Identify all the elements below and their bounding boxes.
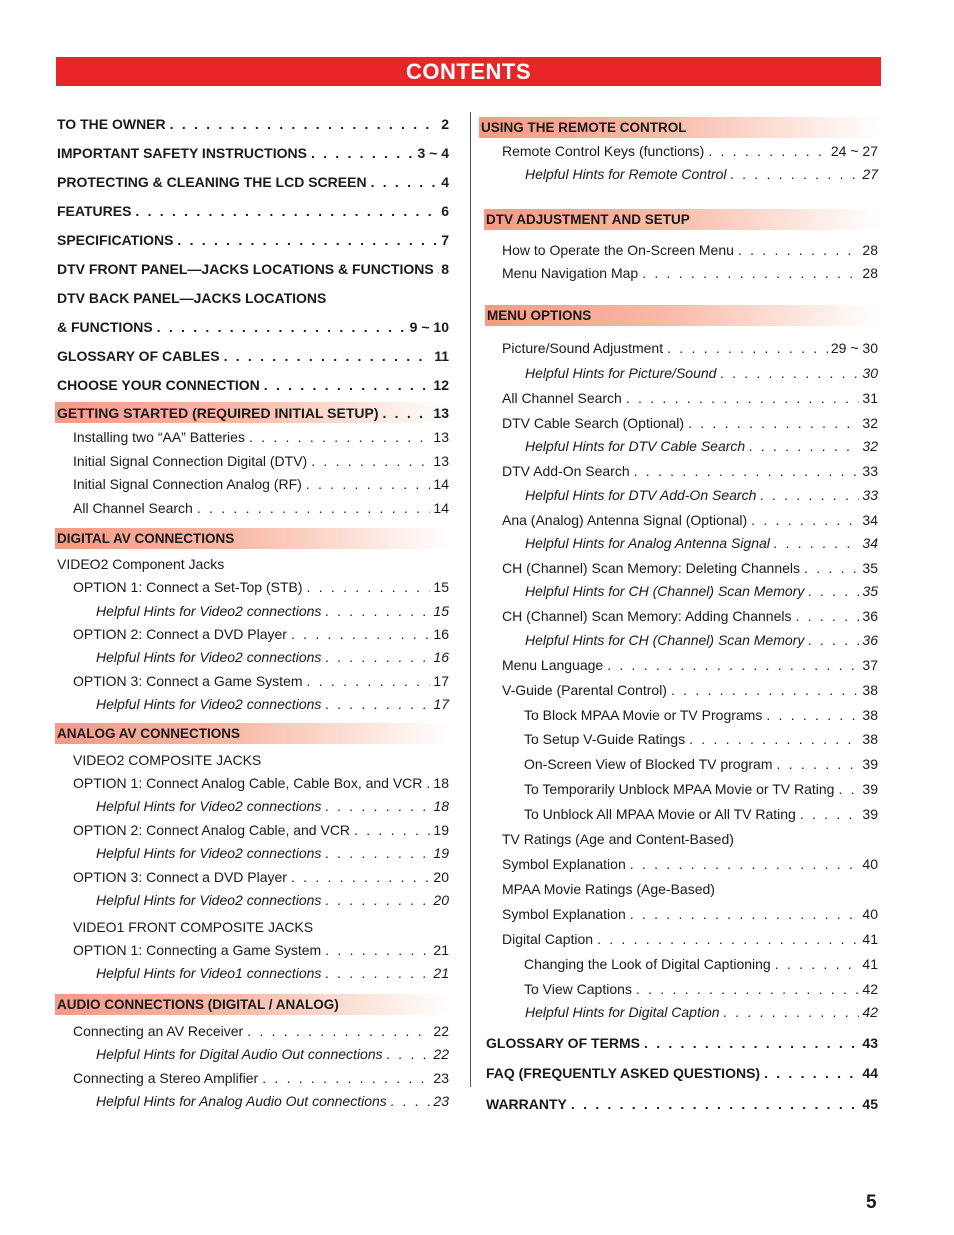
toc-entry[interactable]: Helpful Hints for Video1 connections . . . 21: [96, 965, 449, 981]
toc-entry[interactable]: Helpful Hints for Video2 connections . . . 17: [96, 696, 449, 712]
toc-entry[interactable]: All Channel Search . . . 31: [502, 390, 878, 406]
toc-entry[interactable]: Helpful Hints for Video2 connections . . . 16: [96, 649, 449, 665]
toc-entry[interactable]: IMPORTANT SAFETY INSTRUCTIONS . . . 3 ~ 4: [57, 145, 449, 161]
section-header-dtv-setup: DTV ADJUSTMENT AND SETUP: [484, 209, 879, 230]
column-divider: [470, 112, 471, 1087]
toc-entry[interactable]: Symbol Explanation . . . 40: [502, 906, 878, 922]
toc-entry[interactable]: Helpful Hints for Remote Control . . . 27: [525, 166, 878, 182]
toc-entry[interactable]: CHOOSE YOUR CONNECTION . . . 12: [57, 377, 449, 393]
toc-entry[interactable]: Initial Signal Connection Digital (DTV) . . . 13: [73, 453, 449, 469]
section-header-analog-av: ANALOG AV CONNECTIONS: [55, 723, 450, 744]
toc-entry[interactable]: Helpful Hints for Digital Caption . . . 42: [525, 1004, 878, 1020]
toc-entry[interactable]: Remote Control Keys (functions) . . . 24 ~ 27: [502, 143, 878, 159]
section-header-digital-av: DIGITAL AV CONNECTIONS: [55, 528, 450, 549]
toc-entry[interactable]: DTV Cable Search (Optional) . . . 32: [502, 415, 878, 431]
toc-entry[interactable]: OPTION 1: Connecting a Game System . . . 21: [73, 942, 449, 958]
toc-entry[interactable]: Helpful Hints for Picture/Sound . . . 30: [525, 365, 878, 381]
toc-entry[interactable]: OPTION 1: Connect a Set-Top (STB) . . . 15: [73, 579, 449, 595]
toc-entry[interactable]: WARRANTY . . . 45: [486, 1096, 878, 1112]
toc-entry[interactable]: Helpful Hints for Analog Audio Out connections . . . 23: [96, 1093, 449, 1109]
toc-entry[interactable]: Connecting an AV Receiver . . . 22: [73, 1023, 449, 1039]
toc-entry[interactable]: FAQ (FREQUENTLY ASKED QUESTIONS) . . . 44: [486, 1065, 878, 1081]
toc-entry[interactable]: SPECIFICATIONS . . . 7: [57, 232, 449, 248]
toc-entry[interactable]: Helpful Hints for DTV Cable Search . . . 32: [525, 438, 878, 454]
toc-entry[interactable]: To Block MPAA Movie or TV Programs . . . 38: [524, 707, 878, 723]
toc-entry[interactable]: To View Captions . . . 42: [524, 981, 878, 997]
toc-entry[interactable]: To Setup V-Guide Ratings . . . 38: [524, 731, 878, 747]
toc-entry[interactable]: Helpful Hints for Video2 connections . . . 18: [96, 798, 449, 814]
toc-entry[interactable]: GLOSSARY OF CABLES . . . 11: [57, 348, 449, 364]
toc-entry[interactable]: To Unblock All MPAA Movie or All TV Rating . . . 39: [524, 806, 878, 822]
toc-entry[interactable]: Picture/Sound Adjustment . . . 29 ~ 30: [502, 340, 878, 356]
section-header-audio: AUDIO CONNECTIONS (DIGITAL / ANALOG): [55, 994, 450, 1015]
subheading: MPAA Movie Ratings (Age-Based): [502, 881, 715, 897]
section-header-menu-options: MENU OPTIONS: [485, 305, 879, 326]
subheading: VIDEO1 FRONT COMPOSITE JACKS: [73, 919, 314, 935]
toc-entry[interactable]: DTV FRONT PANEL—JACKS LOCATIONS & FUNCTIONS . . . 8: [57, 261, 449, 277]
toc-entry[interactable]: Helpful Hints for Digital Audio Out connections . . . 22: [96, 1046, 449, 1062]
toc-entry[interactable]: Symbol Explanation . . . 40: [502, 856, 878, 872]
toc-entry[interactable]: OPTION 2: Connect Analog Cable, and VCR . . . 19: [73, 822, 449, 838]
subheading: TV Ratings (Age and Content-Based): [502, 831, 734, 847]
toc-entry[interactable]: GLOSSARY OF TERMS . . . 43: [486, 1035, 878, 1051]
toc-entry[interactable]: Helpful Hints for Analog Antenna Signal . . . 34: [525, 535, 878, 551]
toc-entry[interactable]: CH (Channel) Scan Memory: Deleting Channels . . . 35: [502, 560, 878, 576]
toc-entry[interactable]: Initial Signal Connection Analog (RF) . . . 14: [73, 476, 449, 492]
toc-entry[interactable]: Helpful Hints for Video2 connections . . . 15: [96, 603, 449, 619]
toc-entry[interactable]: PROTECTING & CLEANING THE LCD SCREEN . . . 4: [57, 174, 449, 190]
toc-entry[interactable]: V-Guide (Parental Control) . . . 38: [502, 682, 878, 698]
toc-entry[interactable]: Helpful Hints for DTV Add-On Search . . . 33: [525, 487, 878, 503]
toc-entry[interactable]: Menu Navigation Map . . . 28: [502, 265, 878, 281]
toc-entry[interactable]: CH (Channel) Scan Memory: Adding Channels . . . 36: [502, 608, 878, 624]
toc-entry[interactable]: OPTION 2: Connect a DVD Player . . . 16: [73, 626, 449, 642]
toc-entry[interactable]: Helpful Hints for CH (Channel) Scan Memory . . . 35: [525, 583, 878, 599]
toc-entry[interactable]: All Channel Search . . . 14: [73, 500, 449, 516]
toc-entry[interactable]: To Temporarily Unblock MPAA Movie or TV Rating . . . 39: [524, 781, 878, 797]
page-title: CONTENTS: [406, 58, 531, 84]
toc-entry[interactable]: OPTION 1: Connect Analog Cable, Cable Box, and VCR . . . 18: [73, 775, 449, 791]
toc-entry[interactable]: Ana (Analog) Antenna Signal (Optional) . . . 34: [502, 512, 878, 528]
toc-entry[interactable]: & FUNCTIONS . . . 9 ~ 10: [57, 319, 449, 335]
toc-entry[interactable]: Menu Language . . . 37: [502, 657, 878, 673]
toc-entry[interactable]: OPTION 3: Connect a Game System . . . 17: [73, 673, 449, 689]
toc-entry[interactable]: Installing two “AA” Batteries . . . 13: [73, 429, 449, 445]
toc-entry[interactable]: Connecting a Stereo Amplifier . . . 23: [73, 1070, 449, 1086]
page-number: 5: [866, 1192, 877, 1213]
toc-entry[interactable]: Helpful Hints for Video2 connections . . . 20: [96, 892, 449, 908]
toc-entry[interactable]: Helpful Hints for CH (Channel) Scan Memory . . . 36: [525, 632, 878, 648]
toc-entry[interactable]: Digital Caption . . . 41: [502, 931, 878, 947]
toc-entry[interactable]: DTV BACK PANEL—JACKS LOCATIONS: [57, 290, 327, 306]
subheading: VIDEO2 COMPOSITE JACKS: [73, 752, 262, 768]
section-header-remote: USING THE REMOTE CONTROL: [479, 117, 879, 138]
toc-entry[interactable]: DTV Add-On Search . . . 33: [502, 463, 878, 479]
toc-entry[interactable]: GETTING STARTED (REQUIRED INITIAL SETUP) . . . 13: [57, 405, 449, 421]
toc-entry[interactable]: Changing the Look of Digital Captioning . . . 41: [524, 956, 878, 972]
toc-entry[interactable]: On-Screen View of Blocked TV program . . . 39: [524, 756, 878, 772]
toc-entry[interactable]: Helpful Hints for Video2 connections . . . 19: [96, 845, 449, 861]
subheading: VIDEO2 Component Jacks: [57, 556, 225, 572]
toc-entry[interactable]: FEATURES . . . 6: [57, 203, 449, 219]
toc-entry[interactable]: How to Operate the On-Screen Menu . . . 28: [502, 242, 878, 258]
toc-entry[interactable]: OPTION 3: Connect a DVD Player . . . 20: [73, 869, 449, 885]
contents-title-bar: [56, 57, 881, 86]
toc-entry[interactable]: TO THE OWNER . . . 2: [57, 116, 449, 132]
